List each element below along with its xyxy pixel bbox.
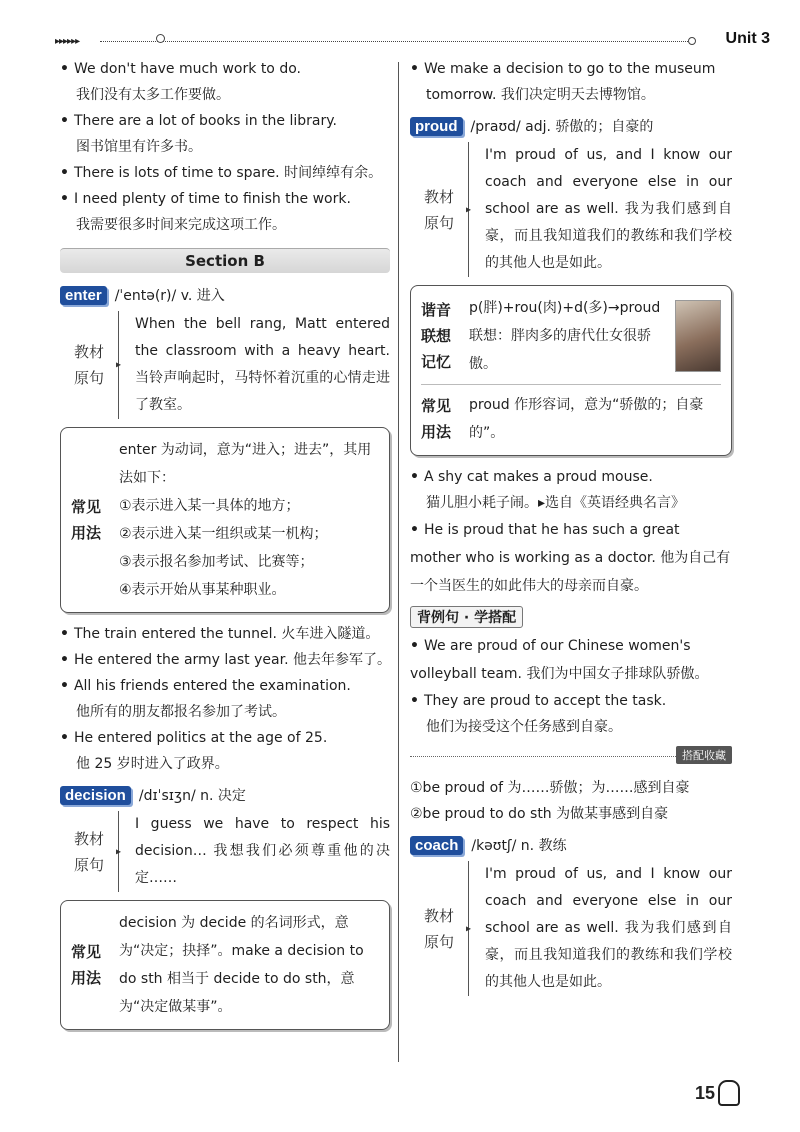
example-zh: 猫儿胆小耗子闹。▸选自《英语经典名言》 (426, 495, 686, 511)
word-tag: enter (60, 286, 107, 305)
source-text: I'm proud of us, and I know our coach and everyone else in our school are as well. 我为我们感到自豪，而且我知道我们的教练和我们学校的其他人也是如此。 (485, 866, 732, 990)
source-label: 教材 原句 (423, 906, 454, 951)
example-zh: 我需要很多时间来完成这项工作。 (76, 217, 286, 233)
word-tag: proud (410, 117, 463, 136)
example-zh: 图书馆里有许多书。 (76, 139, 202, 155)
usage-text: enter 为动词，意为“进入；进去”，其用法如下： ①表示进入某一具体的地方； ②表示进入某一组织或某一机构； ③表示报名参加考试、比赛等； ④表示开始从事某种职业。 (119, 442, 372, 598)
word-tag: coach (410, 836, 463, 855)
example-zh: 他 25 岁时进入了政界。 (76, 756, 229, 772)
arrow-icon (118, 311, 127, 419)
example-en: • There are a lot of books in the library. (60, 108, 390, 134)
memory-text: p(胖)+rou(肉)+d(多)→proud 联想：胖肉多的唐代仕女很骄傲。 (469, 300, 661, 372)
word-entry-proud (410, 116, 732, 136)
arrow-icon (118, 811, 127, 892)
usage-label: 常见 用法 (421, 397, 452, 441)
example-en: • I need plenty of time to finish the work. (60, 186, 390, 212)
word-entry-coach (410, 835, 732, 855)
header-rule (100, 41, 692, 42)
example-en: • There is lots of time to spare. 时间绰绰有余。 (60, 160, 390, 186)
example-zh: 他们为接受这个任务感到自豪。 (426, 719, 622, 735)
example-en: • All his friends entered the examination. (60, 673, 390, 699)
header-arrows-icon: ▸▸▸▸▸▸ (55, 36, 80, 47)
example-en: • He is proud that he has such a great mother who is working as a doctor. 他为自己有一个当医生的如此伟大的母亲而自豪。 (410, 516, 732, 600)
example-en: • He entered politics at the age of 25. (60, 725, 390, 751)
source-label: 教材 原句 (73, 343, 104, 387)
example-en: • We don't have much work to do. (60, 56, 390, 82)
arrow-icon (468, 142, 477, 277)
source-text: When the bell rang, Matt entered the classroom with a heavy heart. 当铃声响起时，马特怀着沉重的心情走进了教室。 (135, 316, 390, 413)
balloon-icon (718, 1080, 740, 1106)
source-text: I guess we have to respect his decision… 我想我们必须尊重他的决定…… (135, 816, 390, 886)
source-sentence (410, 142, 732, 277)
page-number: 15 (695, 1080, 740, 1106)
usage-text: proud 作形容词，意为“骄傲的；自豪的”。 (469, 397, 704, 441)
example-en: • We make a decision to go to the museum (410, 56, 732, 82)
phrase: ②be proud to do sth 为做某事感到自豪 (410, 806, 669, 822)
example-zh: 他所有的朋友都报名参加了考试。 (76, 704, 286, 720)
right-column (410, 56, 732, 1002)
phonetic: /ˈentə(r)/ v. 进入 (114, 288, 225, 304)
collect-divider (410, 749, 732, 779)
usage-label: 常见 用法 (71, 498, 102, 542)
section-heading: Section B (60, 248, 390, 273)
word-entry-enter (60, 285, 390, 305)
divider (421, 384, 721, 385)
subheading: 背例句 · 学搭配 (410, 606, 523, 628)
usage-box (60, 427, 390, 613)
memory-label: 谐音 联想 记忆 (421, 301, 452, 371)
tang-lady-illustration (675, 300, 721, 372)
left-column (60, 56, 390, 1038)
header-dot-icon (688, 37, 696, 45)
arrow-icon (468, 861, 477, 996)
phonetic: /dɪˈsɪʒn/ n. 决定 (138, 788, 246, 804)
source-sentence (60, 311, 390, 419)
column-divider (398, 62, 399, 1062)
source-label: 教材 原句 (423, 187, 454, 232)
usage-text: decision 为 decide 的名词形式，意为“决定；抉择”。make a decision to do sth 相当于 decide to do sth，意为“决定做某事”。 (119, 915, 364, 1015)
example-en: • The train entered the tunnel. 火车进入隧道。 (60, 621, 390, 647)
phonetic: /praʊd/ adj. 骄傲的；自豪的 (470, 119, 654, 135)
example-zh: 我们没有太多工作要做。 (76, 87, 230, 103)
source-text: I'm proud of us, and I know our coach and everyone else in our school are as well. 我为我们感到自豪，而且我知道我们的教练和我们学校的其他人也是如此。 (485, 147, 732, 271)
example-zh: tomorrow. 我们决定明天去博物馆。 (426, 87, 655, 103)
phrase: ①be proud of 为……骄傲；为……感到自豪 (410, 780, 690, 796)
example-en: • We are proud of our Chinese women's volleyball team. 我们为中国女子排球队骄傲。 (410, 632, 732, 688)
usage-box (60, 900, 390, 1030)
word-tag: decision (60, 786, 131, 805)
collect-badge: 搭配收藏 (676, 746, 732, 764)
source-sentence (410, 861, 732, 996)
word-entry-decision (60, 785, 390, 805)
example-en: • They are proud to accept the task. (410, 688, 732, 714)
header-dot-icon (156, 34, 165, 43)
example-en: • He entered the army last year. 他去年参军了。 (60, 647, 390, 673)
example-en: • A shy cat makes a proud mouse. (410, 464, 732, 490)
usage-label: 常见 用法 (71, 943, 102, 987)
unit-title: Unit 3 (725, 30, 770, 47)
phonetic: /kəʊtʃ/ n. 教练 (471, 838, 567, 854)
source-label: 教材 原句 (73, 829, 104, 874)
source-sentence (60, 811, 390, 892)
memory-box (410, 285, 732, 456)
